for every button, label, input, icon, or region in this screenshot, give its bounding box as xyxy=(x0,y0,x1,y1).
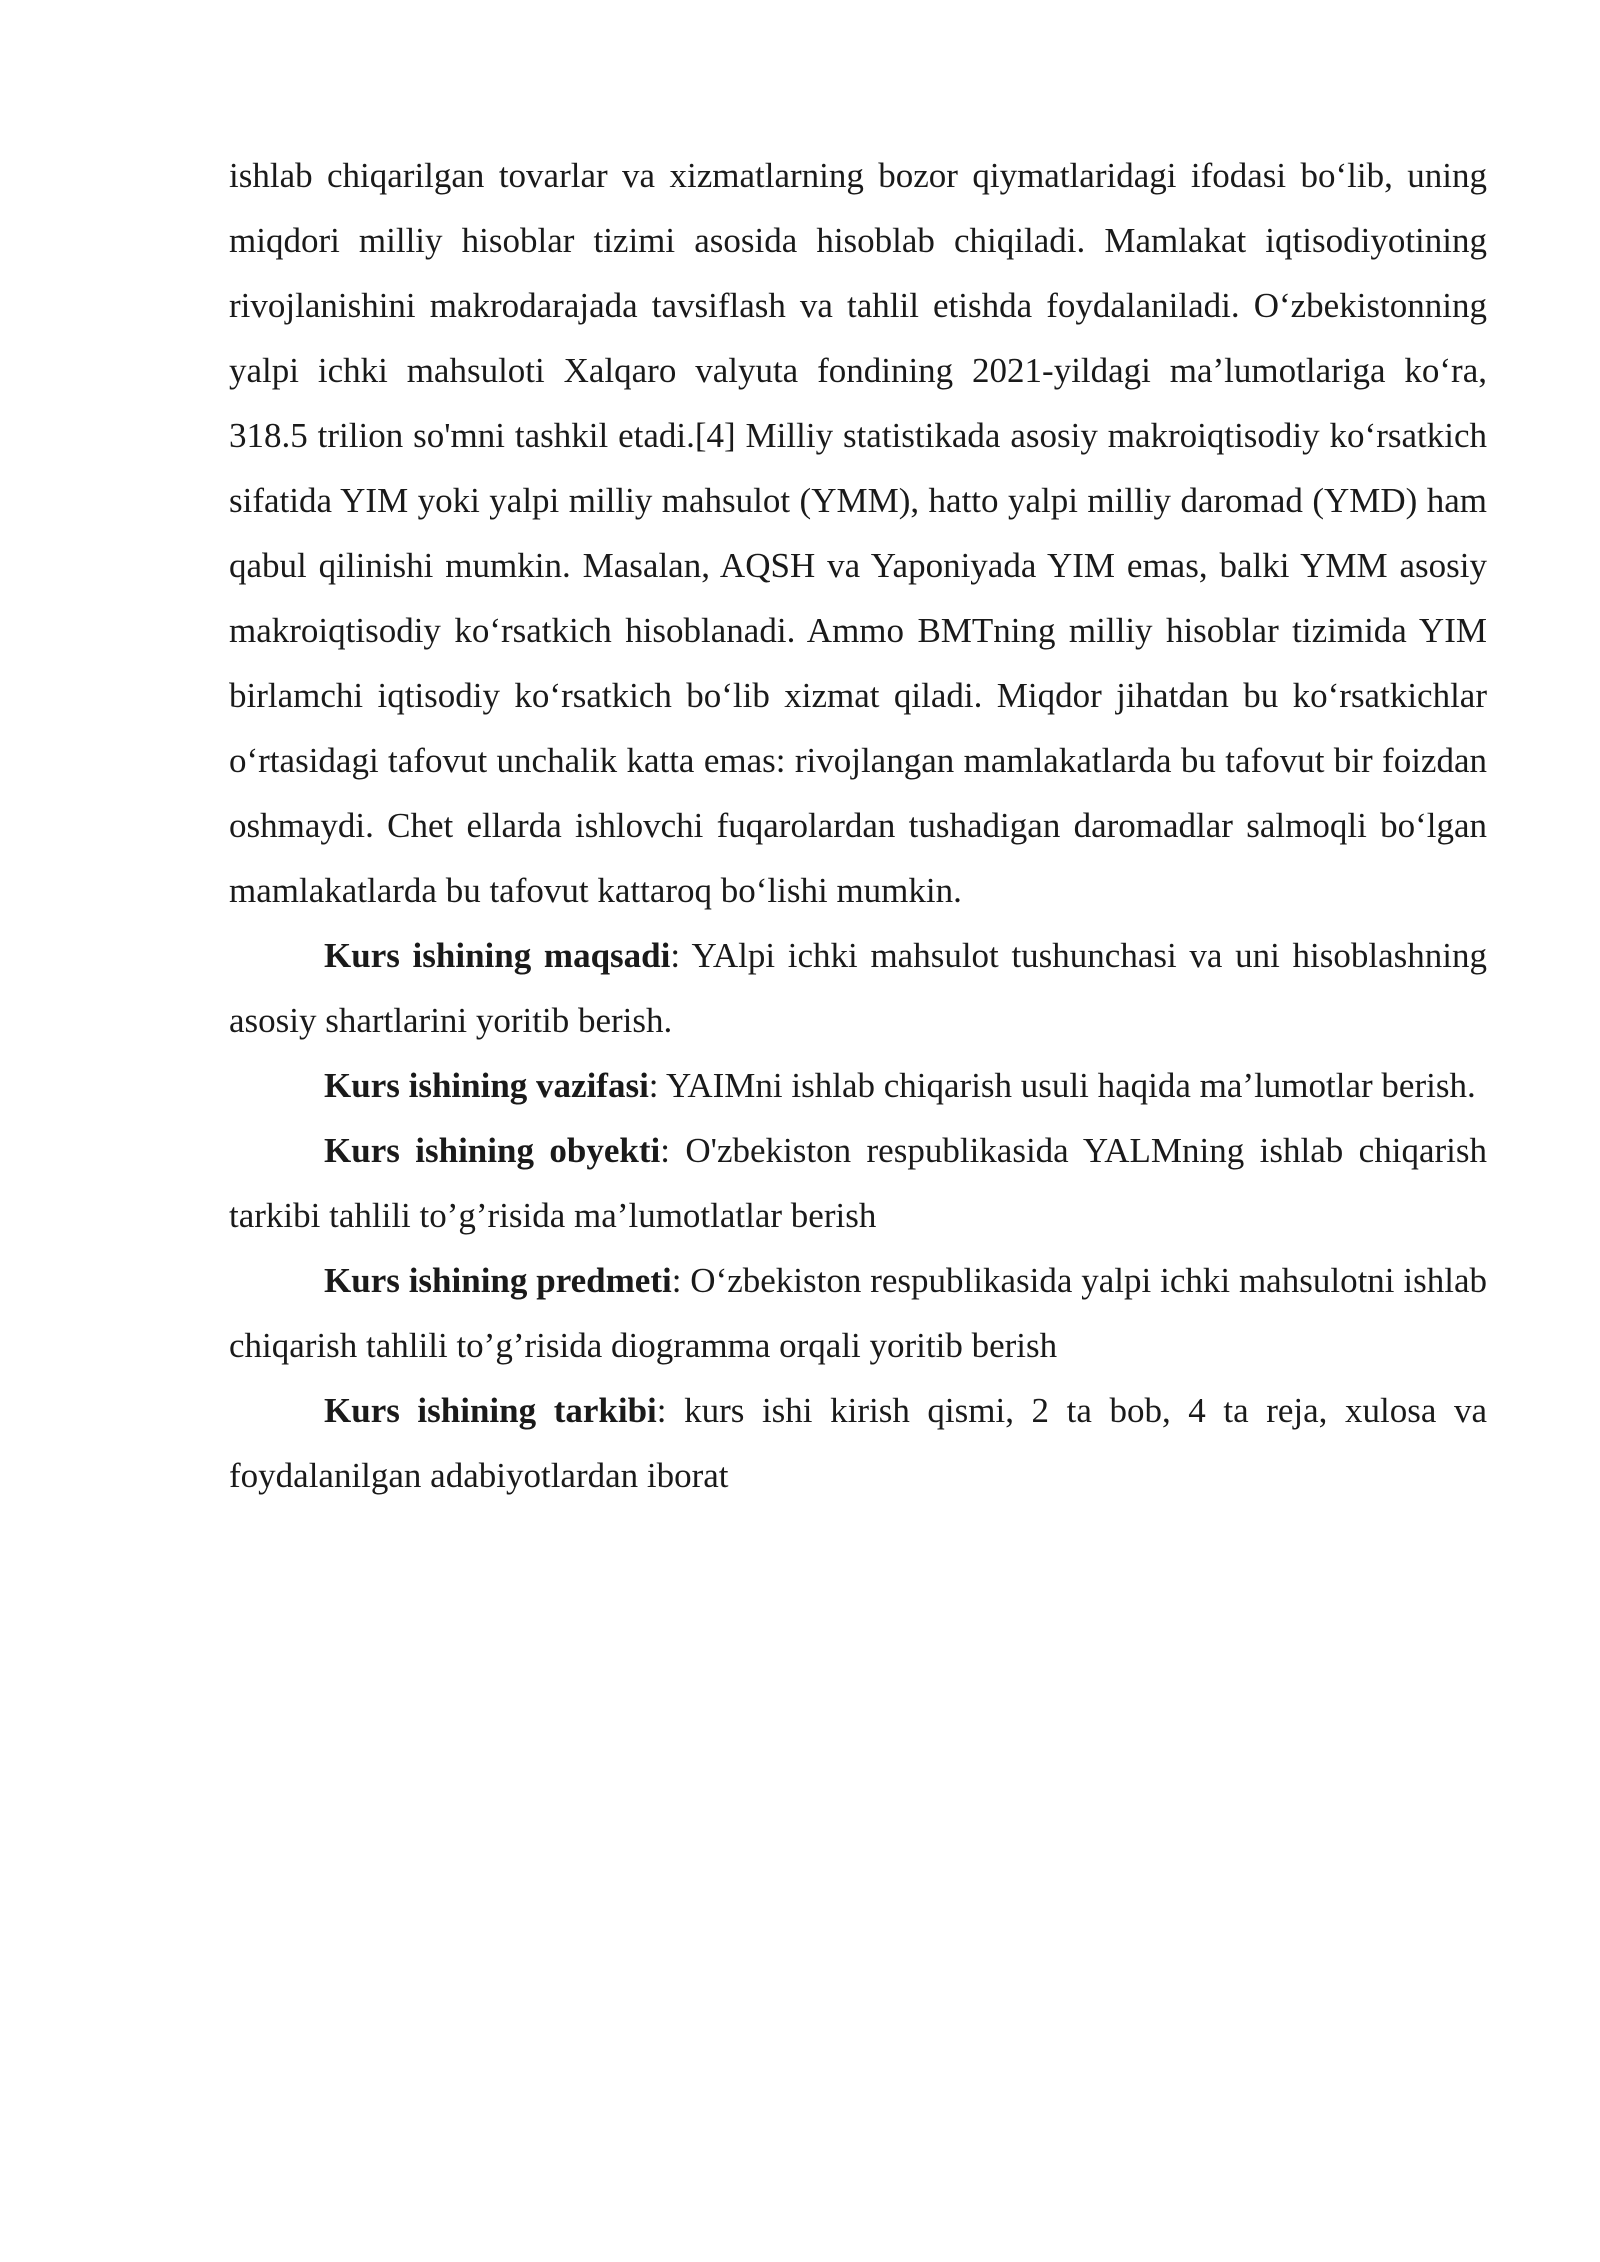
aim-paragraph xyxy=(229,923,1487,1053)
subject-paragraph xyxy=(229,1248,1487,1378)
intro-paragraph: ishlab chiqarilgan tovarlar va xizmatlarning bozor qiymatlaridagi ifodasi bo‘lib, uning miqdori milliy hisoblar tizimi asosida hisoblab chiqiladi. Mamlakat iqtisodiyotining rivojlanishini makrodarajada tavsiflash va tahlil etishda foydalaniladi. O‘zbekistonning yalpi ichki mahsuloti Xalqaro valyuta fondining 2021-yildagi ma’lumotlariga ko‘ra, 318.5 trilion so'mni tashkil etadi.[4] Milliy statistikada asosiy makroiqtisodiy ko‘rsatkich sifatida YIM yoki yalpi milliy mahsulot (YMM), hatto yalpi milliy daromad (YMD) ham qabul qilinishi mumkin. Masalan, AQSH va Yaponiyada YIM emas, balki YMM asosiy makroiqtisodiy ko‘rsatkich hisoblanadi. Ammo BMTning milliy hisoblar tizimida YIM birlamchi iqtisodiy ko‘rsatkich bo‘lib xizmat qiladi. Miqdor jihatdan bu ko‘rsatkichlar o‘rtasidagi tafovut unchalik katta emas: rivojlangan mamlakatlarda bu tafovut bir foizdan oshmaydi. Chet ellarda ishlovchi fuqarolardan tushadigan daromadlar salmoqli bo‘lgan mamlakatlarda bu tafovut kattaroq bo‘lishi mumkin. xyxy=(229,156,1487,910)
object-paragraph xyxy=(229,1118,1487,1248)
object-text: : O'zbekiston respublikasida YALMning ishlab chiqarish tarkibi tahlili to’g’risida ma’lumotlatlar berish xyxy=(229,1131,1487,1235)
task-text: : YAIMni ishlab chiqarish usuli haqida ma’lumotlar berish. xyxy=(648,1066,1476,1105)
task-paragraph xyxy=(229,1053,1487,1118)
aim-text: : YAlpi ichki mahsulot tushunchasi va uni hisoblashning asosiy shartlarini yoritib berish. xyxy=(229,936,1487,1040)
subject-term: Kurs ishining predmeti xyxy=(324,1261,672,1300)
subject-text: : O‘zbekiston respublikasida yalpi ichki mahsulotni ishlab chiqarish tahlili to’g’risida diogramma orqali yoritib berish xyxy=(229,1261,1487,1365)
aim-term: Kurs ishining maqsadi xyxy=(324,936,671,975)
task-term: Kurs ishining vazifasi xyxy=(324,1066,649,1105)
structure-paragraph xyxy=(229,1378,1487,1508)
structure-text: : kurs ishi kirish qismi, 2 ta bob, 4 ta reja, xulosa va foydalanilgan adabiyotlardan iborat xyxy=(229,1391,1488,1495)
structure-term: Kurs ishining tarkibi xyxy=(324,1391,657,1430)
document-page xyxy=(229,143,1487,1508)
object-term: Kurs ishining obyekti xyxy=(324,1131,661,1170)
